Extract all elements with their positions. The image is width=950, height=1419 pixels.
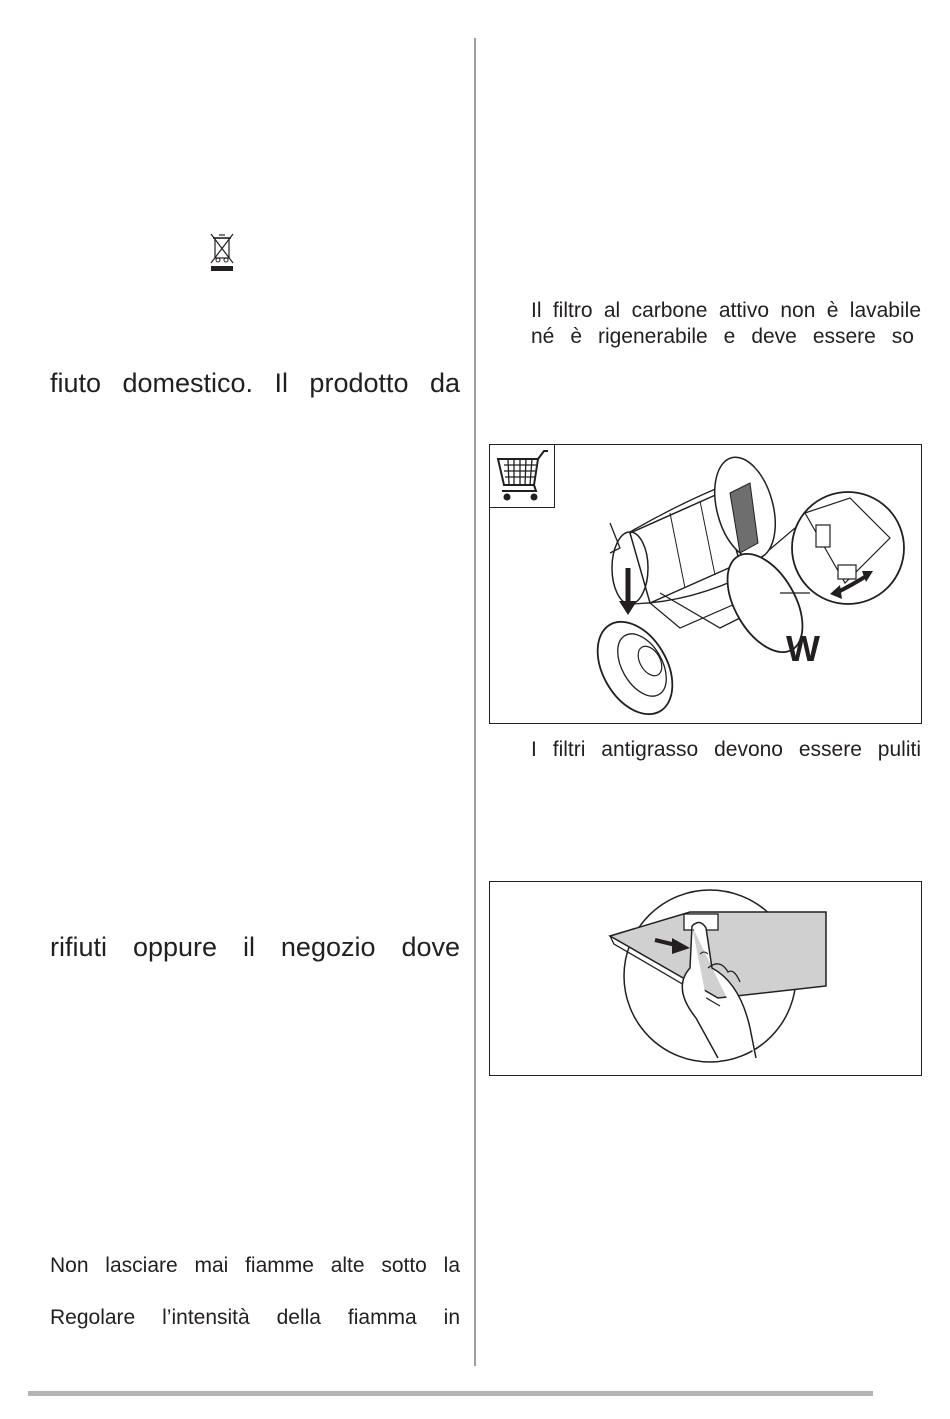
carbon-filter-figure <box>489 444 922 724</box>
column-divider <box>474 38 476 1366</box>
figure-label-w: W <box>786 628 820 669</box>
crossed-out-wheelie-bin-icon <box>208 232 236 272</box>
footer-rule <box>28 1391 873 1396</box>
carbon-filter-text-line-1: Il filtro al carbone attivo non è lavabile <box>531 299 921 322</box>
motor-housing-illustration <box>590 453 910 719</box>
grease-filter-text-line-1: I filtri antigrasso devono essere puliti <box>531 738 921 761</box>
warning-text-line-2: Regolare l’intensità della fiamma in <box>50 1306 460 1329</box>
warning-text-line-1: Non lasciare mai fiamme alte sotto la <box>50 1254 460 1277</box>
grease-filter-release-icon <box>600 888 830 1070</box>
carbon-filter-text-line-2: né è rigenerabile e deve essere so <box>531 325 914 348</box>
disposal-text-line-2: rifiuti oppure il negozio dove <box>50 932 460 962</box>
shopping-cart-icon <box>489 444 555 508</box>
grease-filter-figure <box>489 881 922 1076</box>
disposal-text-line-1: fiuto domestico. Il prodotto da <box>50 368 460 398</box>
